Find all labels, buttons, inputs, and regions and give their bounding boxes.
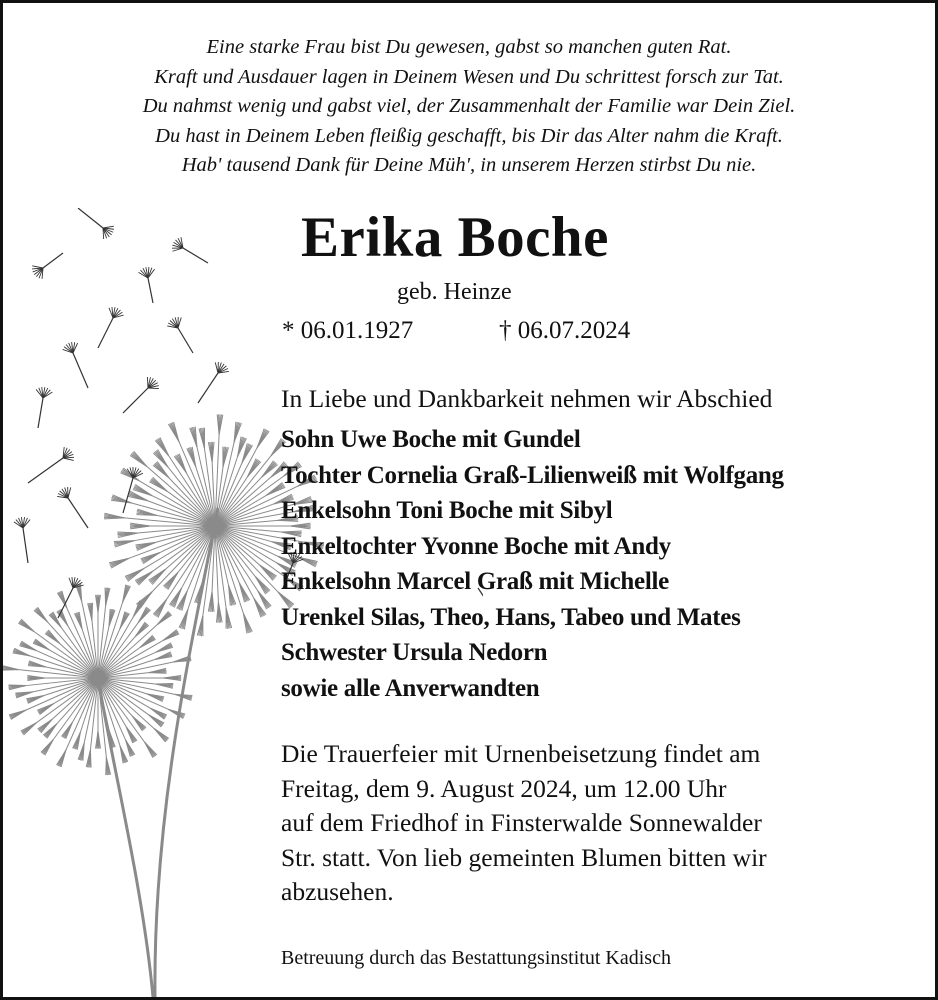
- dandelion-stems: [98, 508, 218, 997]
- mourners-list: [281, 422, 784, 706]
- mourner: Tochter Cornelia Graß-Lilienweiß mit Wolfgang: [281, 461, 784, 489]
- poem-line: Hab' tausend Dank für Deine Müh', in unserem Herzen stirbst Du nie.: [181, 154, 757, 176]
- funeral-home-credit: Betreuung durch das Bestattungsinstitut Kadisch: [281, 947, 671, 969]
- mourner: Sohn Uwe Boche mit Gundel: [281, 426, 581, 453]
- mourner: Urenkel Silas, Theo, Hans, Tabeo und Mates: [281, 603, 741, 631]
- service-line: Str. statt. Von lieb gemeinten Blumen bitten wir: [281, 842, 767, 872]
- maiden-name: geb. Heinze: [397, 279, 512, 305]
- poem: [3, 33, 935, 181]
- small-dandelion-head: [3, 584, 192, 776]
- deceased-name: Erika Boche: [301, 206, 609, 269]
- death-date: † 06.07.2024: [499, 317, 631, 344]
- poem-line: Du hast in Deinem Leben fleißig geschafft, bis Dir das Alter nahm die Kraft.: [155, 124, 783, 147]
- poem-line: Du nahmst wenig und gabst viel, der Zusammenhalt der Familie war Dein Ziel.: [142, 95, 796, 117]
- funeral-service-info: [281, 737, 767, 910]
- mourner: Schwester Ursula Nedorn: [281, 639, 548, 666]
- service-line: abzusehen.: [281, 877, 394, 906]
- service-line: auf dem Friedhof in Finsterwalde Sonnewalder: [281, 808, 762, 837]
- farewell-intro: In Liebe und Dankbarkeit nehmen wir Abschied: [281, 384, 773, 413]
- birth-date: * 06.01.1927: [282, 317, 414, 344]
- poem-line: Eine starke Frau bist Du gewesen, gabst so manchen guten Rat.: [206, 36, 732, 58]
- poem-line: Kraft und Ausdauer lagen in Deinem Wesen und Du schrittest forsch zur Tat.: [154, 65, 784, 88]
- mourner: Enkelsohn Marcel Graß mit Michelle: [281, 568, 669, 595]
- mourner: sowie alle Anverwandten: [281, 674, 540, 702]
- service-line: Die Trauerfeier mit Urnenbeisetzung findet am: [281, 739, 761, 768]
- mourner: Enkeltochter Yvonne Boche mit Andy: [281, 532, 671, 560]
- mourner: Enkelsohn Toni Boche mit Sibyl: [281, 497, 613, 524]
- service-line: Freitag, dem 9. August 2024, um 12.00 Uhr: [281, 773, 727, 803]
